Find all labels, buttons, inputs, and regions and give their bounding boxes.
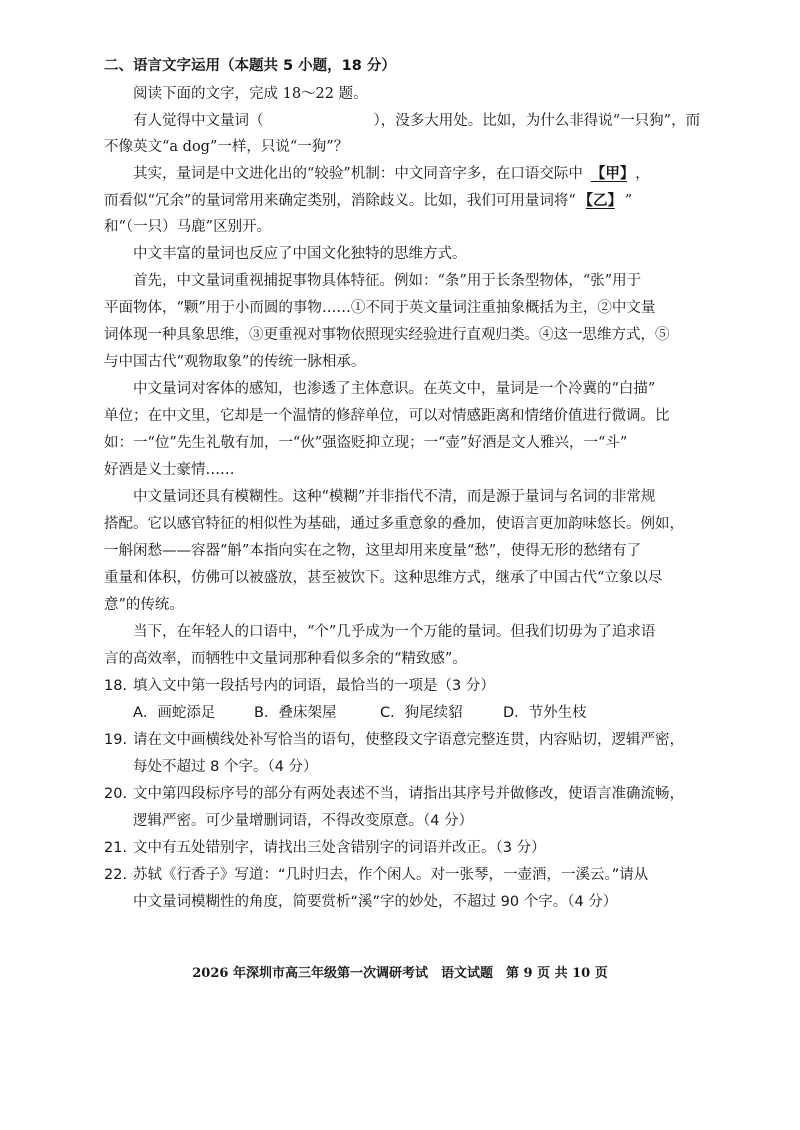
blank-jia: 【甲】 <box>590 165 628 182</box>
passage-p3: 中文丰富的量词也反应了中国文化独特的思维方式。 <box>133 246 467 262</box>
question-text: 文中第四段标序号的部分有两处表述不当，请指出其序号并做修改，使语言准确流畅， <box>133 786 684 802</box>
p2-text-d: ” <box>624 193 633 209</box>
question-20-line2: 逻辑严密。可少量增删词语，不得改变原意。（4 分） <box>133 813 474 829</box>
passage-p4-line1: 首先，中文量词重视捕捉事物具体特征。例如：“条”用于长条型物体，“张”用于 <box>133 273 642 289</box>
question-text: 请在文中画横线处补写恰当的语句，使整段文字语意完整连贯，内容贴切，逻辑严密， <box>133 732 684 748</box>
passage-p6-line2: 搭配。它以感官特征的相似性为基础，通过多重意象的叠加，使语言更加韵味悠长。例如， <box>104 516 684 532</box>
p2-text-a: 其实，量词是中文进化出的“较验”机制：中文同音字多，在口语交际中 <box>133 166 583 182</box>
passage-p4-line3: 词体现一种具象思维，③更重视对事物依照现实经验进行直观归类。④这一思维方式，⑤ <box>104 327 670 343</box>
passage-p7-line2: 言的高效率，而牺牲中文量词那种看似多余的“精致感”。 <box>104 651 467 667</box>
passage-p1-line1 <box>133 110 800 132</box>
question-22-line2: 中文量词模糊性的角度，简要赏析“溪”字的妙处，不超过 90 个字。（4 分） <box>133 894 618 910</box>
p1-text-b: ），没多大用处。比如，为什么非得说“一只狗”，而 <box>373 113 701 129</box>
question-number: 22. <box>104 867 128 883</box>
question-19-line2: 每处不超过 8 个字。（4 分） <box>133 759 318 775</box>
passage-p6-line4: 重量和体积，仿佛可以被盛放，甚至被饮下。这种思维方式，继承了中国古代“立象以尽 <box>104 570 663 586</box>
question-number: 20. <box>104 786 128 802</box>
section-heading: 二、语言文字运用（本题共 5 小题，18 分） <box>104 58 396 74</box>
page-footer: 2026 年深圳市高三年级第一次调研考试 语文试题 第 9 页 共 10 页 <box>192 966 608 981</box>
p2-text-c: 而看似“冗余”的量词常用来确定类别，消除歧义。比如，我们可用量词将“ <box>104 193 576 209</box>
p1-text-a: 有人觉得中文量词（ <box>133 113 264 129</box>
passage-p1-line2: 不像英文“a dog”一样，只说“一狗”？ <box>104 139 349 155</box>
option-d: D．节外生枝 <box>503 705 587 721</box>
question-number: 19. <box>104 732 128 748</box>
passage-p2-line3: 和“（一只）马鹿”区别开。 <box>104 219 272 235</box>
passage-p2-line1 <box>133 163 800 185</box>
passage-p6-line3: 一斛闲愁——容器“斛”本指向实在之物，这里却用来度量“愁”，使得无形的愁绪有了 <box>104 543 642 559</box>
passage-p7-line1: 当下，在年轻人的口语中，“个”几乎成为一个万能的量词。但我们切毋为了追求语 <box>133 624 656 640</box>
passage-p5-line4: 好酒是义士豪情…… <box>104 462 235 478</box>
question-number: 18. <box>104 678 128 694</box>
question-number: 21. <box>104 840 128 856</box>
option-b: B．叠床架屋 <box>254 705 337 721</box>
passage-p4-line2: 平面物体，“颗”用于小而圆的事物……①不同于英文量词注重抽象概括为主，②中文量 <box>104 300 656 316</box>
question-text: 苏轼《行香子》写道：“几时归去，作个闲人。对一张琴，一壶酒，一溪云。”请从 <box>133 867 649 883</box>
option-c: C．狗尾续貂 <box>380 705 463 721</box>
passage-p2-line2 <box>104 190 800 212</box>
passage-p5-line2: 单位；在中文里，它却是一个温情的修辞单位，可以对情感距离和情绪价值进行微调。比 <box>104 408 670 424</box>
reading-instruction: 阅读下面的文字，完成 18～22 题。 <box>133 86 368 102</box>
passage-p4-line4: 与中国古代“观物取象”的传统一脉相承。 <box>104 354 366 370</box>
question-text: 填入文中第一段括号内的词语，最恰当的一项是（3 分） <box>133 678 495 694</box>
question-text: 文中有五处错别字，请找出三处含错别字的词语并改正。（3 分） <box>133 840 546 856</box>
blank-yi: 【乙】 <box>585 192 615 209</box>
passage-p6-line5: 意”的传统。 <box>104 597 184 613</box>
passage-p5-line3: 如：一“位”先生礼敬有加，一“伙”强盗贬抑立现；一“壶”好酒是文人雅兴，一“斗” <box>104 435 628 451</box>
passage-p6-line1: 中文量词还具有模糊性。这种“模糊”并非指代不清，而是源于量词与名词的非常规 <box>133 489 656 505</box>
passage-p5-line1: 中文量词对客体的感知，也渗透了主体意识。在英文中，量词是一个冷冀的“白描” <box>133 381 656 397</box>
p2-text-b: ， <box>635 166 650 182</box>
option-a: A．画蛇添足 <box>133 705 216 721</box>
